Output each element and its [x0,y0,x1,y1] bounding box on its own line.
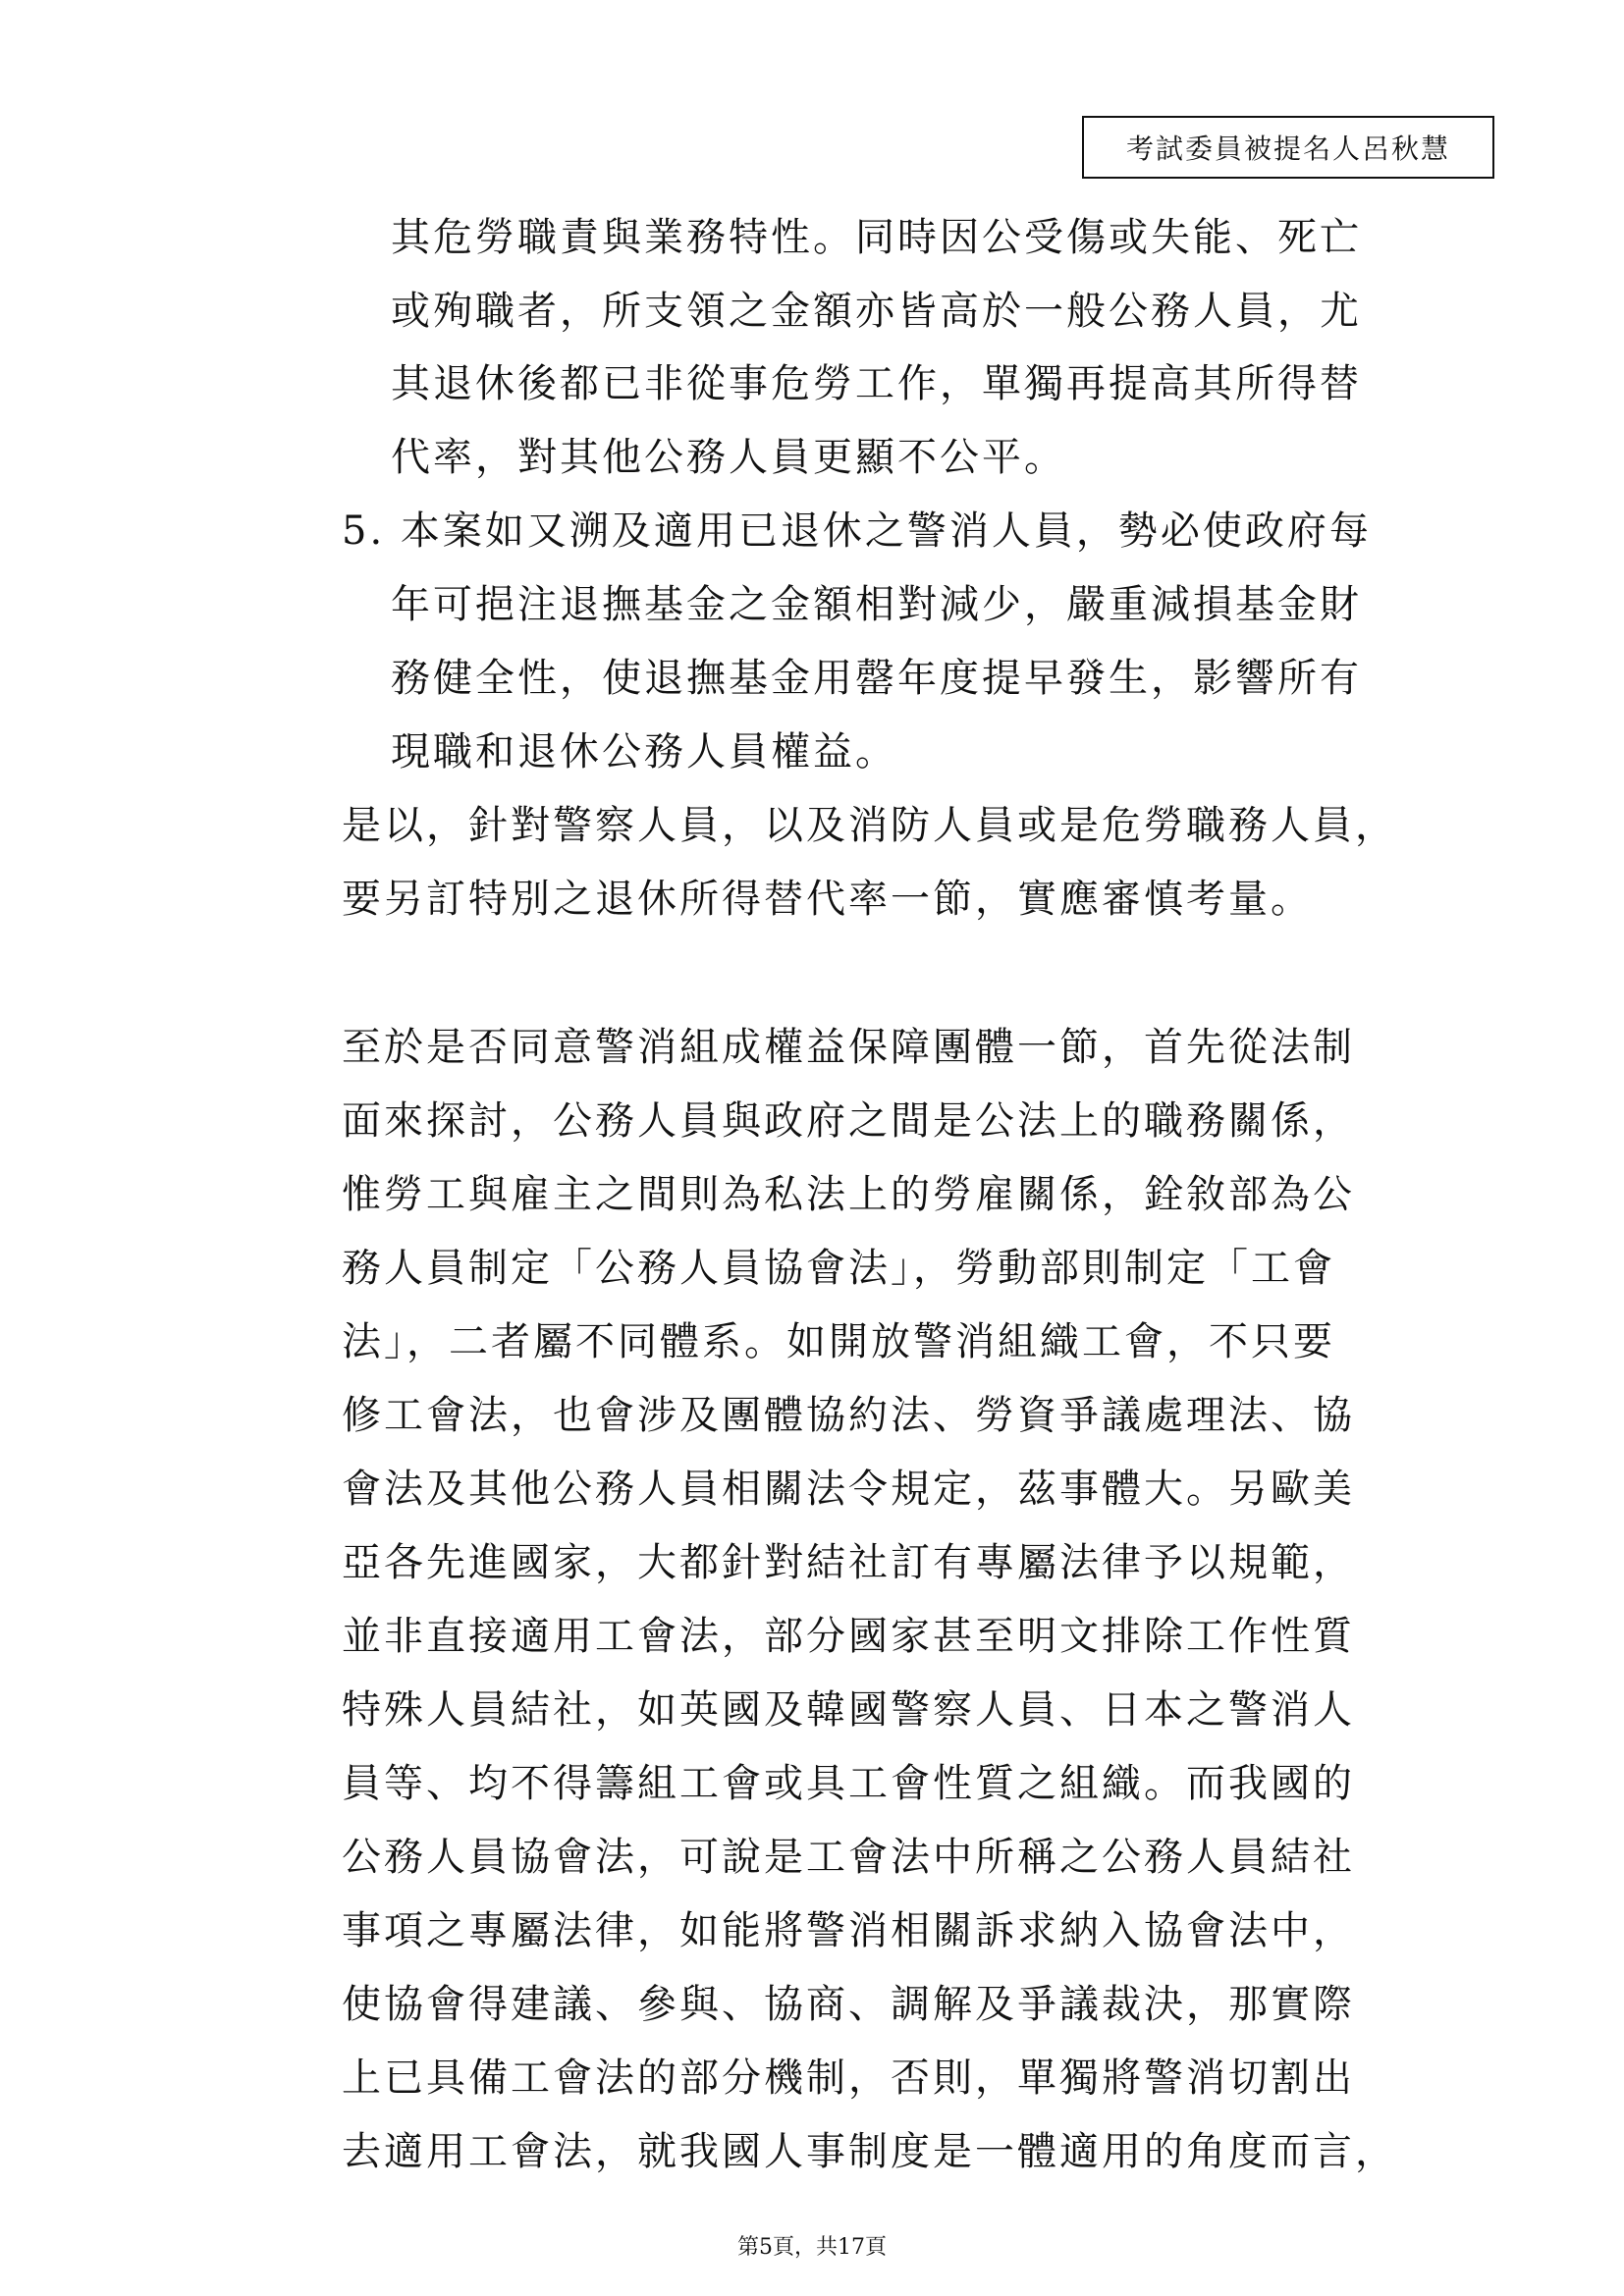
text-line: 代率，對其他公務人員更顯不公平。 [391,435,1066,480]
text-line: 公務人員協會法，可說是工會法中所稱之公務人員結社 [342,1835,1355,1880]
text-line: 法」，二者屬不同體系。如開放警消組織工會，不只要 [342,1319,1335,1364]
conclusion-line: 要另訂特別之退休所得替代率一節，實應審慎考量。 [342,877,1313,922]
text-line: 使協會得建議、參與、協商、調解及爭議裁決，那實際 [342,1982,1355,2027]
text-line: 特殊人員結社，如英國及韓國警察人員、日本之警消人 [342,1687,1355,1733]
list-item-5-line: 5. 本案如又溯及適用已退休之警消人員，勢必使政府每 [342,508,1372,554]
list-item-5-line: 年可挹注退撫基金之金額相對減少，嚴重減損基金財 [391,582,1362,627]
text-line: 面來探討，公務人員與政府之間是公法上的職務關係， [342,1098,1355,1144]
text-line: 務人員制定「公務人員協會法」，勞動部則制定「工會 [342,1246,1335,1291]
text-line: 上已具備工會法的部分機制，否則，單獨將警消切割出 [342,2056,1355,2101]
text-line: 其退休後都已非從事危勞工作，單獨再提高其所得替 [391,361,1362,406]
text-line: 其危勞職責與業務特性。同時因公受傷或失能、死亡 [391,215,1362,260]
text-line: 或殉職者，所支領之金額亦皆高於一般公務人員，尤 [391,289,1362,334]
text-line: 事項之專屬法律，如能將警消相關訴求納入協會法中， [342,1908,1355,1953]
text-line: 員等、均不得籌組工會或具工會性質之組織。而我國的 [342,1761,1355,1806]
text-line: 去適用工會法，就我國人事制度是一體適用的角度而言， [342,2129,1397,2174]
list-item-5-line: 現職和退休公務人員權益。 [391,729,897,774]
page-number: 第5頁，共17頁 [737,2235,887,2260]
nominee-header-box [1082,116,1494,179]
text-line: 並非直接適用工會法，部分國家甚至明文排除工作性質 [342,1614,1355,1659]
nominee-label: 考試委員被提名人呂秋慧 [1125,133,1450,165]
text-line: 修工會法，也會涉及團體協約法、勞資爭議處理法、協 [342,1393,1355,1438]
text-line: 至於是否同意警消組成權益保障團體一節，首先從法制 [342,1025,1355,1070]
text-line: 惟勞工與雇主之間則為私法上的勞雇關係，銓敘部為公 [342,1172,1355,1217]
text-line: 會法及其他公務人員相關法令規定，茲事體大。另歐美 [342,1467,1355,1512]
list-item-5-line: 務健全性，使退撫基金用罄年度提早發生，影響所有 [391,656,1362,701]
conclusion-line: 是以，針對警察人員，以及消防人員或是危勞職務人員， [342,803,1397,848]
text-line: 亞各先進國家，大都針對結社訂有專屬法律予以規範， [342,1540,1355,1585]
